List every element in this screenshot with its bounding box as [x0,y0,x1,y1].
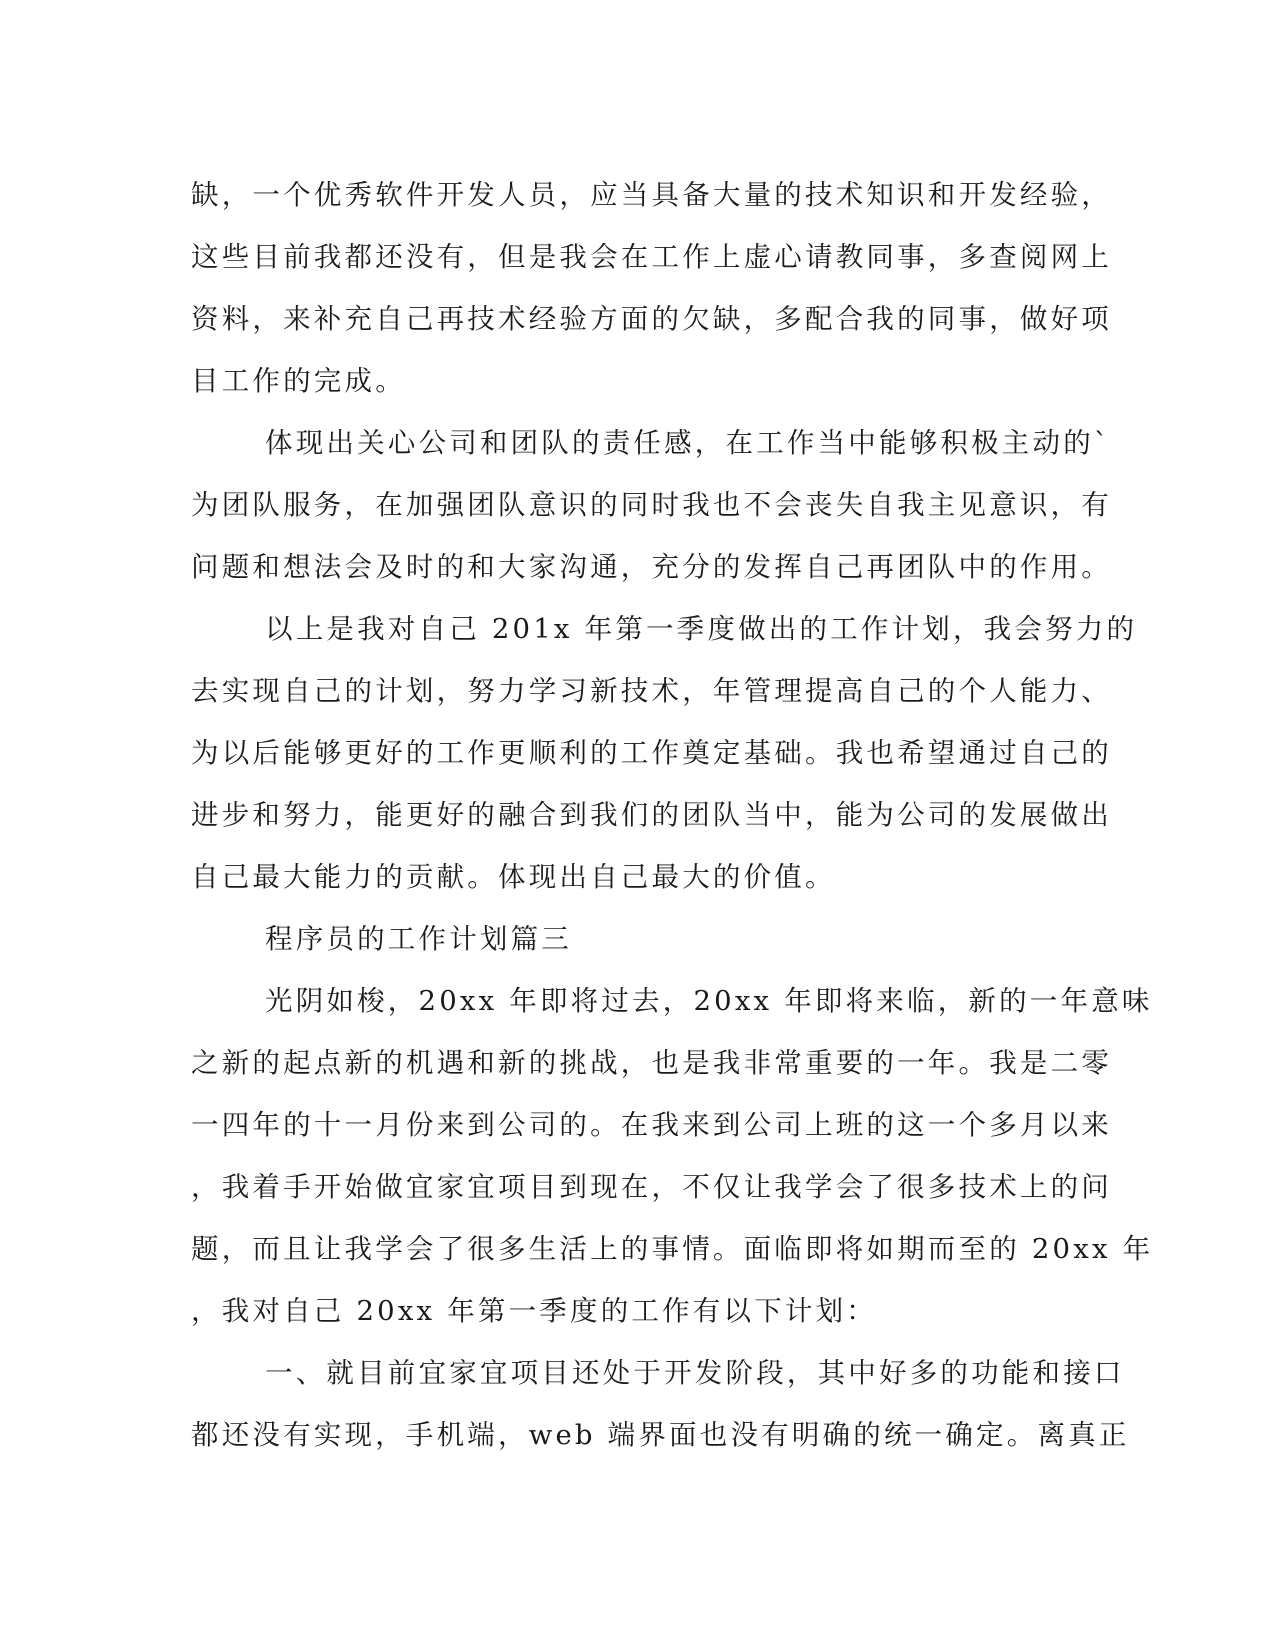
text-line: 体现出关心公司和团队的责任感，在工作当中能够积极主动的` [265,427,1111,459]
section-heading: 程序员的工作计划篇三 [265,923,572,955]
body-text [191,164,1154,1466]
text-line: ，我对自己 20xx 年第一季度的工作有以下计划： [191,1295,877,1327]
text-line: 自己最大能力的贡献。体现出自己最大的价值。 [191,861,836,893]
text-line: 之新的起点新的机遇和新的挑战，也是我非常重要的一年。我是二零 [191,1047,1112,1079]
text-line: 资料，来补充自己再技术经验方面的欠缺，多配合我的同事，做好项 [191,303,1112,335]
text-line: 以上是我对自己 201x 年第一季度做出的工作计划，我会努力的 [265,613,1138,645]
text-line: 光阴如梭，20xx 年即将过去，20xx 年即将来临，新的一年意味 [265,985,1153,1017]
text-line: 问题和想法会及时的和大家沟通，充分的发挥自己再团队中的作用。 [191,551,1112,583]
text-line: 一四年的十一月份来到公司的。在我来到公司上班的这一个多月以来 [191,1109,1112,1141]
text-line: 为团队服务，在加强团队意识的同时我也不会丧失自我主见意识，有 [191,489,1112,521]
text-line: 一、就目前宜家宜项目还处于开发阶段，其中好多的功能和接口 [265,1357,1125,1389]
text-line: 这些目前我都还没有，但是我会在工作上虚心请教同事，多查阅网上 [191,241,1112,273]
text-line: 为以后能够更好的工作更顺利的工作奠定基础。我也希望通过自己的 [191,737,1112,769]
text-line: 进步和努力，能更好的融合到我们的团队当中，能为公司的发展做出 [191,799,1112,831]
text-line: ，我着手开始做宜家宜项目到现在，不仅让我学会了很多技术上的问 [191,1171,1112,1203]
text-line: 都还没有实现，手机端，web 端界面也没有明确的统一确定。离真正 [191,1419,1130,1451]
text-line: 题，而且让我学会了很多生活上的事情。面临即将如期而至的 20xx 年 [191,1233,1154,1265]
text-line: 去实现自己的计划，努力学习新技术，年管理提高自己的个人能力、 [191,675,1112,707]
text-line: 缺，一个优秀软件开发人员，应当具备大量的技术知识和开发经验， [191,179,1112,211]
text-line: 目工作的完成。 [191,365,406,397]
